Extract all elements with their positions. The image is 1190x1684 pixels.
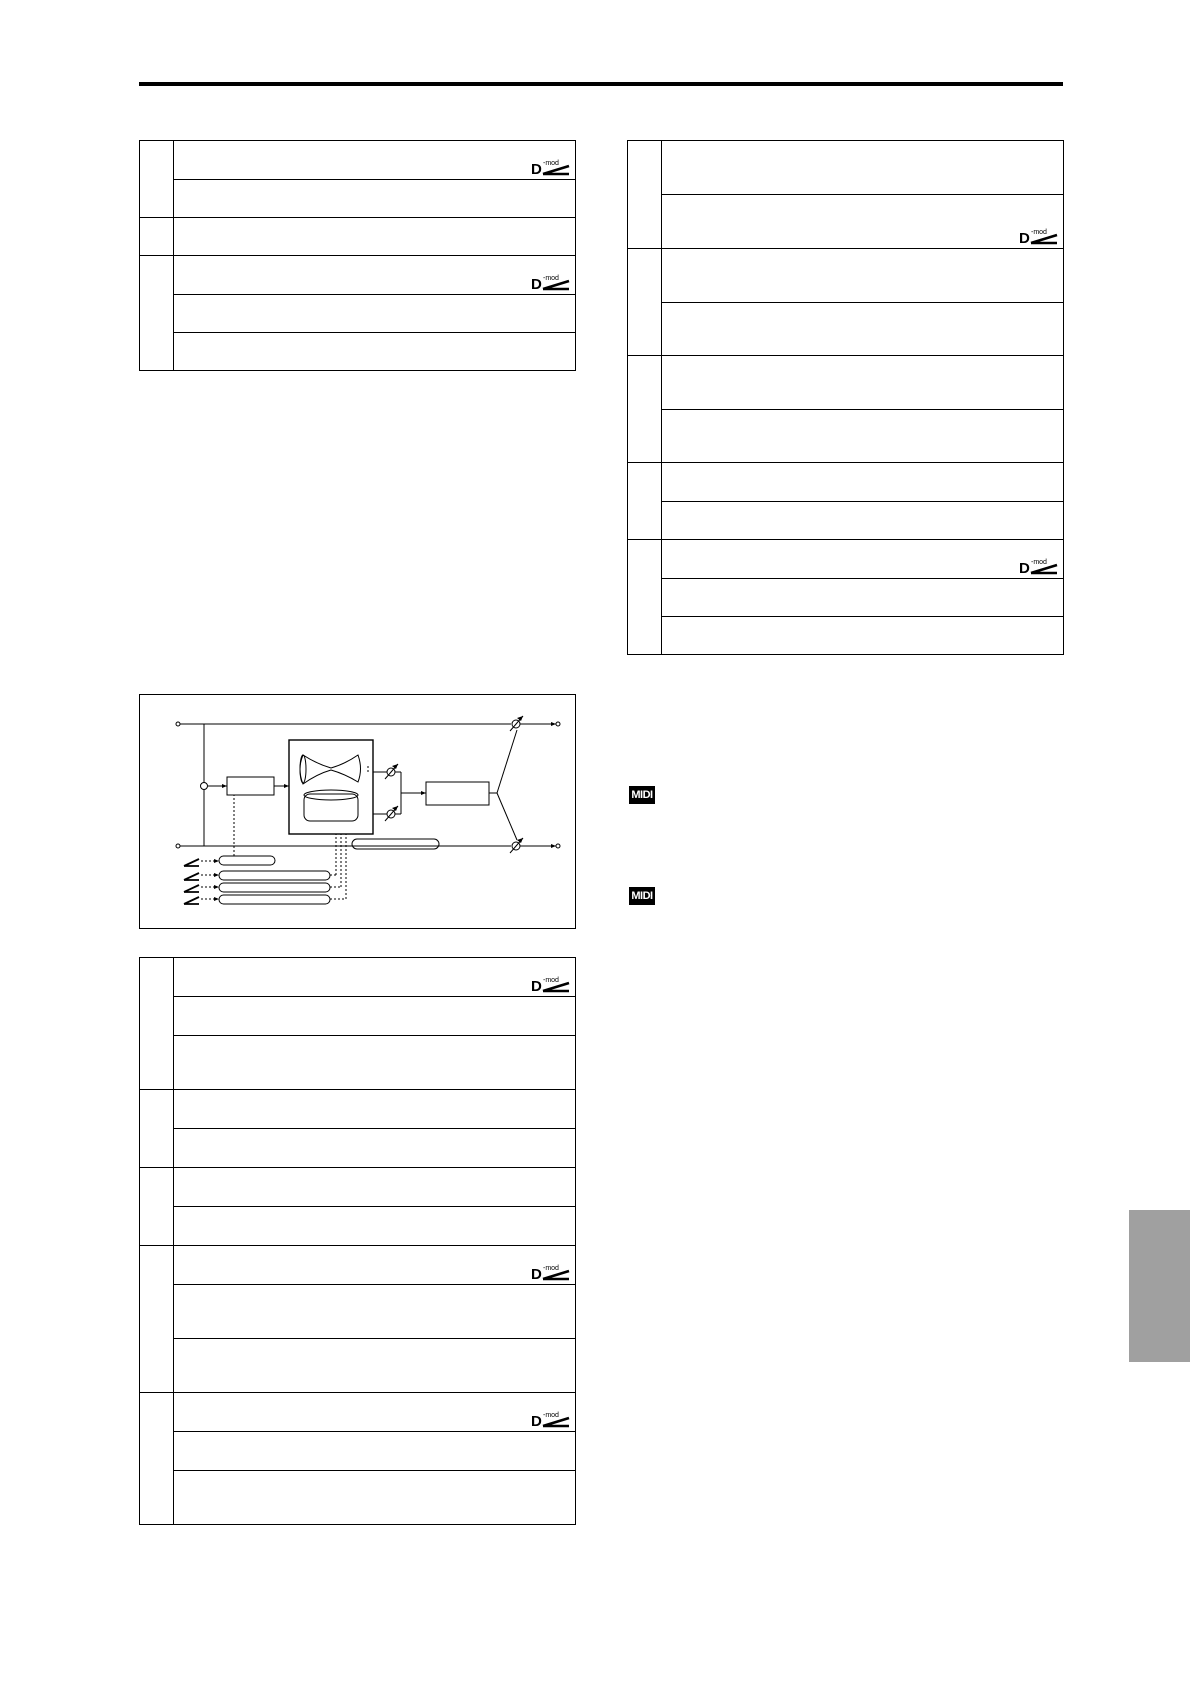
- param-row: [662, 463, 1064, 502]
- param-row: [174, 295, 576, 333]
- d-mod-icon: [531, 273, 571, 291]
- param-row: [662, 502, 1064, 540]
- d-mod-icon: [1019, 227, 1059, 245]
- input-l-terminal: [176, 722, 180, 726]
- d-mod-icon: [1019, 557, 1059, 575]
- signal-flow-diagram: [139, 694, 578, 931]
- param-row: [662, 410, 1064, 463]
- param-row: [174, 1471, 576, 1525]
- param-row: [174, 1393, 576, 1432]
- param-row: [662, 249, 1064, 303]
- svg-text:-mod: -mod: [543, 1265, 559, 1272]
- param-number-cell: [140, 1246, 174, 1393]
- chapter-side-tab: [1129, 1210, 1190, 1362]
- pre-process-block: [227, 777, 274, 795]
- param-row: [662, 617, 1064, 655]
- param-number-cell: [628, 463, 662, 540]
- diagram-drawing: [139, 694, 578, 931]
- speaker-simulation-block: [289, 740, 373, 834]
- parameter-table-top-right: [627, 140, 1064, 655]
- param-row: [174, 1207, 576, 1246]
- param-row: [174, 1090, 576, 1129]
- param-number-cell: [140, 958, 174, 1090]
- param-row: [174, 256, 576, 295]
- param-row: [174, 141, 576, 180]
- param-number-cell: [140, 218, 174, 256]
- svg-text:-mod: -mod: [543, 160, 559, 167]
- svg-text:D: D: [1019, 560, 1030, 575]
- param-pill-center: [352, 839, 439, 849]
- param-row: [174, 1168, 576, 1207]
- param-number-cell: [140, 1168, 174, 1246]
- svg-text:-mod: -mod: [1031, 229, 1047, 236]
- param-row: [174, 1339, 576, 1393]
- parameter-table-top-left: [139, 140, 576, 371]
- param-number-cell: [140, 1090, 174, 1168]
- param-row: [174, 218, 576, 256]
- horn-shape: [300, 755, 361, 784]
- param-row: [174, 1246, 576, 1285]
- param-number-cell: [140, 1393, 174, 1525]
- param-row: [174, 1036, 576, 1090]
- svg-text:-mod: -mod: [1031, 559, 1047, 566]
- param-number-cell: [628, 249, 662, 356]
- svg-text:-mod: -mod: [543, 1412, 559, 1419]
- midi-icon: MIDI: [629, 786, 655, 804]
- param-row: [662, 540, 1064, 579]
- svg-text:-mod: -mod: [543, 977, 559, 984]
- output-l-terminal: [556, 722, 560, 726]
- param-row: [174, 1285, 576, 1339]
- midi-icon: MIDI: [629, 887, 655, 905]
- svg-text:D: D: [531, 978, 542, 993]
- svg-text:-mod: -mod: [543, 275, 559, 282]
- param-number-cell: [628, 540, 662, 655]
- svg-text:D: D: [531, 1413, 542, 1428]
- drum-shape: [304, 794, 358, 821]
- svg-text:D: D: [531, 161, 542, 176]
- svg-text:D: D: [1019, 230, 1030, 245]
- param-pill-1: [219, 856, 275, 865]
- param-row: [174, 333, 576, 371]
- d-mod-icon: [531, 1410, 571, 1428]
- param-pill-3: [219, 883, 330, 892]
- parameter-table-bottom-left: [139, 957, 576, 1525]
- mixer-node: [201, 783, 208, 790]
- param-row: [662, 356, 1064, 410]
- param-pill-2: [219, 871, 330, 880]
- d-mod-icon: [531, 158, 571, 176]
- d-mod-icon: [531, 975, 571, 993]
- output-r-terminal: [556, 844, 560, 848]
- d-mod-icon: [531, 1263, 571, 1281]
- param-number-cell: [628, 356, 662, 463]
- param-row: [174, 1432, 576, 1471]
- param-row: [662, 579, 1064, 617]
- param-row: [662, 303, 1064, 356]
- header-rule: [139, 82, 1063, 86]
- param-number-cell: [628, 141, 662, 249]
- param-row: [174, 997, 576, 1036]
- svg-text:D: D: [531, 276, 542, 291]
- param-row: [174, 958, 576, 997]
- param-row: [662, 195, 1064, 249]
- param-number-cell: [140, 256, 174, 371]
- param-row: [662, 141, 1064, 195]
- svg-text:D: D: [531, 1266, 542, 1281]
- input-r-terminal: [176, 844, 180, 848]
- param-pill-4: [219, 895, 330, 904]
- param-row: [174, 1129, 576, 1168]
- param-number-cell: [140, 141, 174, 218]
- output-block: [426, 782, 489, 805]
- param-row: [174, 180, 576, 218]
